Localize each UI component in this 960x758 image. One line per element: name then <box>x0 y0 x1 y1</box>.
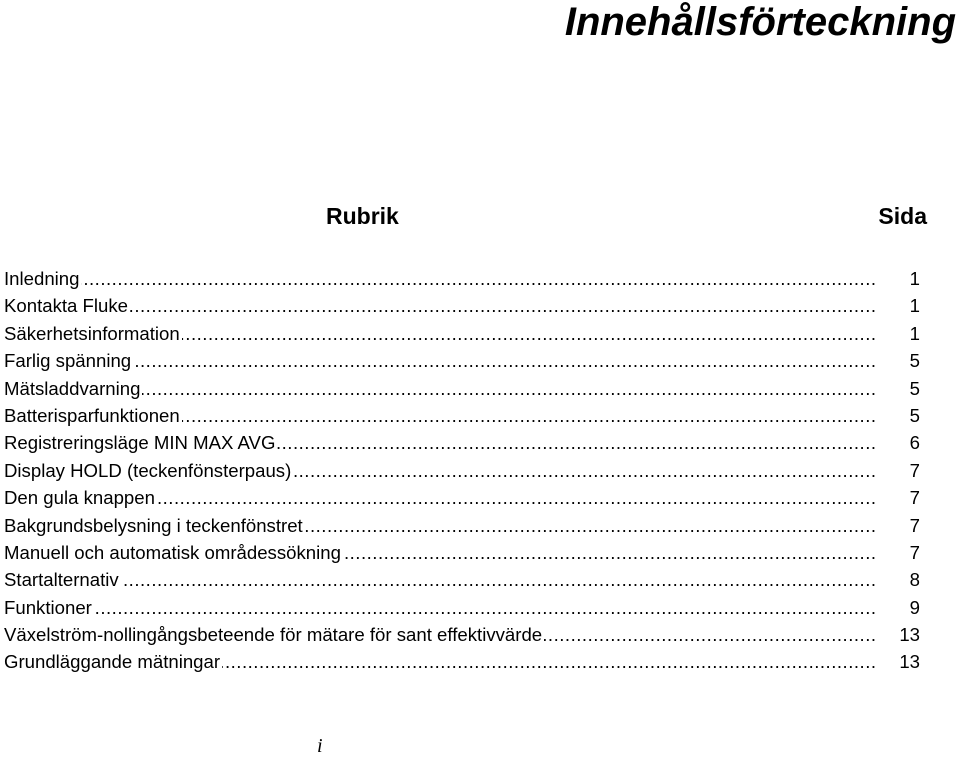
toc-entry-label: Den gula knappen <box>4 487 155 509</box>
footer-page-number: i <box>317 735 323 757</box>
toc-entry-page: 1 <box>909 295 920 317</box>
toc-leader <box>4 648 876 675</box>
toc-entry-page: 9 <box>909 596 920 618</box>
toc-entry-omradessokning[interactable] <box>4 539 920 566</box>
toc-entry-label: Manuell och automatisk områdessökning <box>4 541 341 563</box>
toc-leader <box>4 566 876 593</box>
toc-entry-matsladdvarning[interactable] <box>4 375 920 402</box>
toc-entry-label: Mätsladdvarning <box>4 377 141 399</box>
toc-entry-page: 1 <box>909 322 920 344</box>
toc-entry-vaxelstrom[interactable] <box>4 621 920 648</box>
toc-entry-label: Batterisparfunktionen <box>4 404 180 426</box>
toc-entry-page: 7 <box>909 487 920 509</box>
toc-entry-label: Växelström-nollingångsbeteende för mätare för sant effektivvärde <box>4 624 543 646</box>
toc-entry-label: Farlig spänning <box>4 350 132 372</box>
toc-entry-page: 7 <box>909 459 920 481</box>
toc-entry-page: 13 <box>899 624 920 646</box>
toc-leader <box>4 265 876 292</box>
toc-entry-kontakta-fluke[interactable] <box>4 292 920 319</box>
toc-leader <box>4 429 876 456</box>
toc-entry-farlig-spanning[interactable] <box>4 347 920 374</box>
toc-leader <box>4 320 876 347</box>
toc-leader <box>4 512 876 539</box>
table-of-contents <box>4 265 920 676</box>
toc-leader <box>4 292 876 319</box>
toc-entry-page: 5 <box>909 350 920 372</box>
toc-entry-page: 5 <box>909 404 920 426</box>
toc-entry-startalternativ[interactable] <box>4 566 920 593</box>
toc-leader <box>4 594 876 621</box>
toc-entry-page: 7 <box>909 541 920 563</box>
toc-entry-label: Funktioner <box>4 596 92 618</box>
toc-entry-page: 6 <box>909 432 920 454</box>
toc-entry-registreringslage[interactable] <box>4 429 920 456</box>
toc-entry-funktioner[interactable] <box>4 594 920 621</box>
column-heading-sida: Sida <box>878 203 927 229</box>
toc-entry-inledning[interactable] <box>4 265 920 292</box>
toc-entry-bakgrundsbelysning[interactable] <box>4 512 920 539</box>
toc-entry-grundlaggande-matningar[interactable] <box>4 648 920 675</box>
toc-entry-den-gula-knappen[interactable] <box>4 484 920 511</box>
toc-entry-page: 1 <box>909 268 920 289</box>
toc-leader <box>4 484 876 511</box>
page-title: Innehållsförteckning <box>564 0 956 44</box>
toc-entry-label: Säkerhetsinformation <box>4 322 180 344</box>
toc-leader <box>4 375 876 402</box>
toc-entry-page: 5 <box>909 377 920 399</box>
toc-entry-label: Inledning <box>4 268 80 289</box>
toc-entry-sakerhetsinformation[interactable] <box>4 320 920 347</box>
toc-leader <box>4 621 876 648</box>
toc-leader <box>4 457 876 484</box>
toc-entry-label: Display HOLD (teckenfönsterpaus) <box>4 459 292 481</box>
toc-entry-page: 8 <box>909 569 920 591</box>
toc-entry-page: 7 <box>909 514 920 536</box>
toc-entry-page: 13 <box>899 651 920 673</box>
toc-leader <box>4 539 876 566</box>
toc-leader <box>4 347 876 374</box>
toc-entry-label: Bakgrundsbelysning i teckenfönstret <box>4 514 303 536</box>
toc-entry-display-hold[interactable] <box>4 457 920 484</box>
toc-entry-label: Startalternativ <box>4 569 119 591</box>
toc-entry-batterisparfunktionen[interactable] <box>4 402 920 429</box>
toc-entry-label: Kontakta Fluke <box>4 295 129 317</box>
toc-leader <box>4 402 876 429</box>
toc-entry-label: Grundläggande mätningar <box>4 651 221 673</box>
column-heading-rubrik: Rubrik <box>326 203 399 229</box>
toc-entry-label: Registreringsläge MIN MAX AVG <box>4 432 276 454</box>
